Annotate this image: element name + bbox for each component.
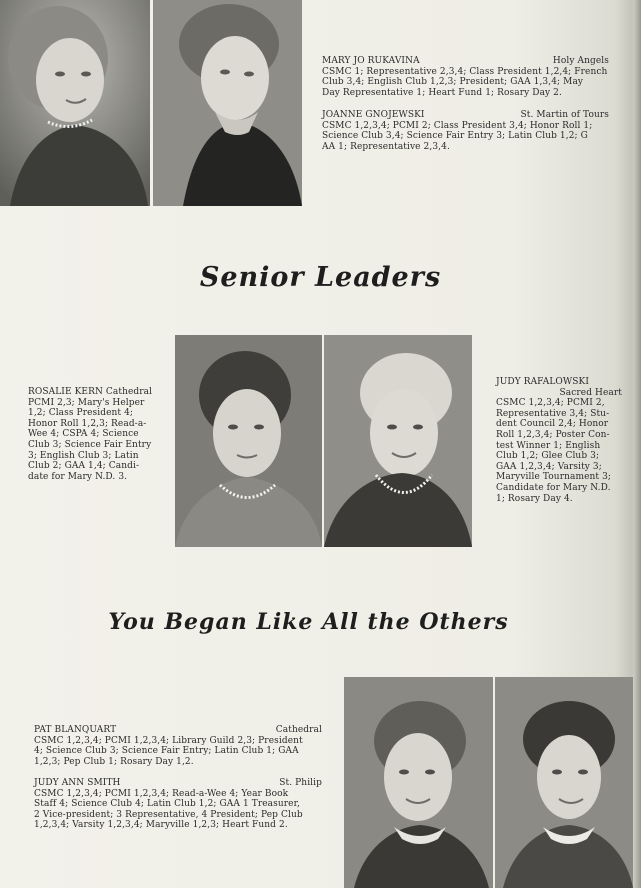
bio-pat <box>34 725 322 767</box>
activity-line: Day Representative 1; Heart Fund 1; Rosary Day 2. <box>322 87 562 98</box>
activity-line: 4; Science Club 3; Science Fair Entry; Latin Club 1; GAA <box>34 746 299 757</box>
activity-line: CSMC 1,2,3,4; PCMI 1,2,3,4; Read-a-Wee 4; Year Book <box>34 788 289 799</box>
student-name: JOANNE GNOJEWSKI <box>322 110 425 120</box>
activity-line: CSMC 1,2,3,4; PCMI 2, <box>496 398 605 409</box>
bio-mary <box>322 56 609 98</box>
parish-name: Holy Angels <box>552 56 609 66</box>
activity-line: Club 2; GAA 1,4; Candi- <box>28 461 140 472</box>
student-name: MARY JO RUKAVINA <box>322 56 420 66</box>
activity-line: Science Club 3,4; Science Fair Entry 3; Latin Club 1,2; G <box>322 131 588 142</box>
activity-line: 1; Rosary Day 4. <box>496 493 573 504</box>
parish-name: St. Philip <box>279 778 322 788</box>
portrait-photo-judy-rafalowski <box>324 335 472 547</box>
student-name: JUDY RAFALOWSKI <box>496 377 589 387</box>
activity-line: CSMC 1; Representative 2,3,4; Class President 1,2,4; French <box>322 66 608 77</box>
activity-line: PCMI 2,3; Mary's Helper <box>28 397 145 408</box>
student-name: PAT BLANQUART <box>34 725 117 735</box>
activity-line: Staff 4; Science Club 4; Latin Club 1,2; GAA 1 Treasurer, <box>34 799 300 810</box>
activity-line: Wee 4; CSPA 4; Science <box>28 429 139 440</box>
activity-line: 3; English Club 3; Latin <box>28 450 139 461</box>
bio-judy-smith <box>34 778 322 831</box>
activity-line: GAA 1,2,3,4; Varsity 3; <box>496 461 602 472</box>
activity-line: 1,2,3,4; Varsity 1,2,3,4; Maryville 1,2,3; Heart Fund 2. <box>34 820 288 831</box>
parish-name: Cathedral <box>105 387 153 397</box>
portrait-photo-pat <box>344 677 493 888</box>
bio-judy-rafalowski <box>496 377 622 504</box>
parish-name: Sacred Heart <box>559 387 622 398</box>
parish-name: Cathedral <box>275 725 322 735</box>
activity-line: CSMC 1,2,3,4; PCMI 1,2,3,4; Library Guild 2,3; President <box>34 735 303 746</box>
activity-line: AA 1; Representative 2,3,4. <box>322 141 450 152</box>
student-name: JUDY ANN SMITH <box>34 778 121 788</box>
portrait-photo-mary <box>0 0 150 206</box>
activity-line: test Winner 1; English <box>496 440 601 451</box>
page-binding-edge <box>633 0 641 888</box>
activity-line: Representative 3,4; Stu- <box>496 408 610 419</box>
portrait-photo-rosalie <box>175 335 322 547</box>
activity-line: Maryville Tournament 3; <box>496 472 612 483</box>
activity-line: Honor Roll 1,2,3; Read-a- <box>28 418 147 429</box>
bio-joanne <box>322 110 609 152</box>
parish-name: St. Martin of Tours <box>520 110 609 120</box>
page-title: Senior Leaders <box>199 262 442 293</box>
activity-line: CSMC 1,2,3,4; PCMI 2; Class President 3,4; Honor Roll 1; <box>322 120 593 131</box>
portrait-photo-judy-smith <box>495 677 633 888</box>
activity-line: dent Council 2,4; Honor <box>496 419 609 430</box>
activity-line: Roll 1,2,3,4; Poster Con- <box>496 429 610 440</box>
bio-rosalie <box>28 387 158 482</box>
activity-line: date for Mary N.D. 3. <box>28 471 128 482</box>
section-subtitle: You Began Like All the Others <box>108 609 509 635</box>
activity-line: 1,2; Class President 4; <box>28 408 134 419</box>
activity-line: Club 3,4; English Club 1,2,3; President; GAA 1,3,4; May <box>322 77 584 88</box>
activity-line: Club 1,2; Glee Club 3; <box>496 451 600 462</box>
student-name: ROSALIE KERN <box>28 387 103 397</box>
portrait-photo-joanne <box>153 0 302 206</box>
activity-line: Candidate for Mary N.D. <box>496 482 611 493</box>
activity-line: 1,2,3; Pep Club 1; Rosary Day 1,2. <box>34 756 194 767</box>
activity-line: Club 3; Science Fair Entry <box>28 439 152 450</box>
activity-line: 2 Vice-president; 3 Representative, 4 President; Pep Club <box>34 809 303 820</box>
